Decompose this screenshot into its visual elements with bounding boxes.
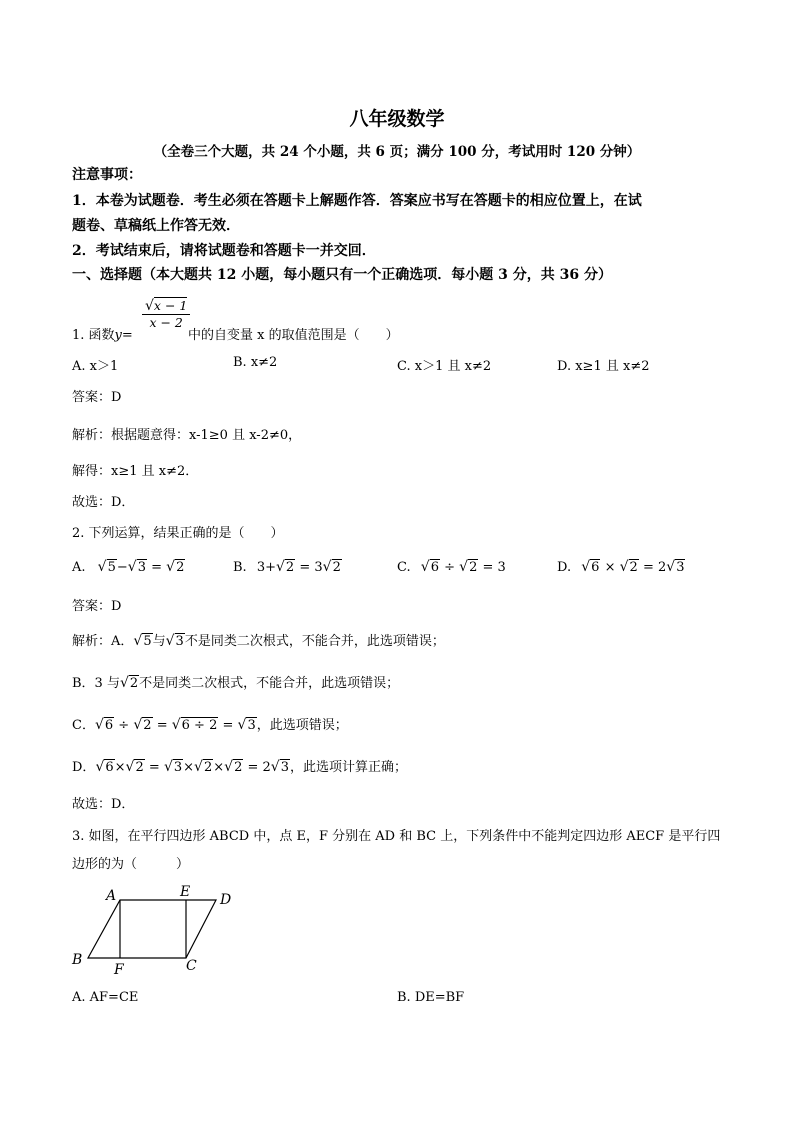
q1-solve: 解得：x≥1 且 x≠2． bbox=[72, 464, 199, 479]
q2-ana-d-root-2: √2 bbox=[125, 759, 144, 775]
q2-ana-a-mid: 与 bbox=[152, 634, 166, 649]
label-d: D bbox=[220, 892, 232, 908]
notes-heading: 注意事项： bbox=[72, 167, 142, 183]
q2-analysis-b bbox=[72, 672, 399, 691]
q1-fraction bbox=[142, 298, 190, 330]
q2-ana-d-root-1: √6 bbox=[95, 759, 114, 775]
q1-prefix bbox=[72, 324, 133, 343]
q2-ana-d-eq2: = 2 bbox=[247, 760, 271, 775]
notes-item-1-line-2: 题卷、草稿纸上作答无效． bbox=[72, 218, 240, 234]
q2-opt-b-term: 3+ bbox=[256, 560, 276, 575]
parallelogram-figure bbox=[60, 880, 250, 980]
q2-option-b bbox=[233, 559, 342, 575]
q2-opt-b-label: B. bbox=[233, 560, 247, 575]
label-f: F bbox=[114, 962, 124, 978]
notes-item-2: 2．考试结束后，请将试题卷和答题卡一并交回． bbox=[72, 243, 376, 259]
q2-ana-c-pre: C． bbox=[72, 718, 95, 733]
q2-ana-a-root-1: √5 bbox=[133, 633, 152, 649]
q1-choose: 故选：D． bbox=[72, 495, 135, 510]
q2-opt-d-eq: = 2 bbox=[642, 560, 667, 575]
q3-option-b: B. DE=BF bbox=[397, 990, 465, 1005]
label-b: B bbox=[72, 952, 83, 968]
page-subtitle: （全卷三个大题，共 24 个小题，共 6 页；满分 100 分，考试用时 120 分钟） bbox=[153, 144, 641, 160]
section-heading: 一、选择题（本大题共 12 小题，每小题只有一个正确选项．每小题 3 分，共 36 分） bbox=[72, 267, 612, 283]
q1-analysis: 解析：根据题意得：x-1≥0 且 x-2≠0， bbox=[72, 428, 302, 443]
q2-stem: 2. 下列运算，结果正确的是（ ） bbox=[72, 526, 284, 541]
q2-opt-a-root-1: √5 bbox=[97, 559, 116, 575]
q2-ana-c-root-2: √2 bbox=[133, 717, 152, 733]
q2-ana-d-op2: × bbox=[183, 760, 195, 775]
q2-ana-c-root-4: √3 bbox=[237, 717, 256, 733]
q3-stem-line-1: 3. 如图，在平行四边形 ABCD 中，点 E，F 分别在 AD 和 BC 上，下列条件中不能判定四边形 AECF 是平行四 bbox=[72, 829, 721, 844]
q2-analysis-d bbox=[72, 756, 407, 775]
q2-ana-c-root-1: √6 bbox=[94, 717, 114, 733]
notes-item-1-line-1: 1．本卷为试题卷．考生必须在答题卡上解题作答．答案应书写在答题卡的相应位置上，在试 bbox=[72, 193, 642, 209]
q2-opt-c-eq: = 3 bbox=[482, 560, 506, 575]
q2-opt-b-eq: = 3 bbox=[299, 560, 323, 575]
q3-option-a: A. AF=CE bbox=[72, 990, 139, 1005]
q2-ana-d-root-6: √3 bbox=[270, 759, 289, 775]
q2-analysis-a bbox=[72, 630, 445, 649]
q1-eq: = bbox=[121, 328, 133, 343]
q1-frac-numerator: √x − 1 bbox=[145, 298, 188, 314]
page-title: 八年级数学 bbox=[349, 108, 445, 130]
q2-ana-d-op: × bbox=[114, 760, 126, 775]
q2-opt-d-root-1: √6 bbox=[581, 559, 600, 575]
q2-ana-c-eq: = bbox=[156, 718, 168, 733]
q2-opt-d-root-3: √3 bbox=[666, 559, 685, 575]
q2-opt-c-op: ÷ bbox=[444, 560, 456, 575]
label-c: C bbox=[186, 958, 197, 974]
q1-answer: 答案：D bbox=[72, 390, 122, 405]
q2-opt-b-root-2: √2 bbox=[322, 559, 341, 575]
q2-option-c bbox=[397, 559, 506, 575]
q2-opt-a-root-3: √2 bbox=[166, 559, 185, 575]
q2-ana-b-pre: B．3 与 bbox=[72, 676, 120, 691]
q3-stem-line-2: 边形的为（ ） bbox=[72, 857, 190, 872]
q1-option-a: A. x＞1 bbox=[72, 359, 119, 374]
q1-var: y bbox=[114, 328, 122, 343]
q2-ana-a-root-2: √3 bbox=[165, 633, 184, 649]
q2-answer: 答案：D bbox=[72, 599, 122, 614]
q2-ana-c-eq2: = bbox=[222, 718, 234, 733]
q2-opt-c-root-2: √2 bbox=[459, 559, 478, 575]
q2-ana-a-post: 不是同类二次根式，不能合并，此选项错误； bbox=[184, 634, 445, 649]
q2-ana-d-eq: = bbox=[148, 760, 160, 775]
parallelogram-abcd bbox=[88, 900, 216, 958]
q2-ana-c-op: ÷ bbox=[118, 718, 130, 733]
q2-ana-c-root-3: √6 ÷ 2 bbox=[171, 717, 218, 733]
q2-ana-b-root-1: √2 bbox=[119, 675, 139, 691]
label-e: E bbox=[180, 884, 191, 900]
q2-ana-d-post: ，此选项计算正确； bbox=[290, 760, 408, 775]
q2-ana-d-pre: D． bbox=[72, 760, 96, 775]
q2-opt-a-label: A. bbox=[72, 560, 86, 575]
q2-option-a bbox=[72, 559, 185, 575]
q2-opt-d-op: × bbox=[604, 560, 616, 575]
q2-ana-a-pre: 解析：A． bbox=[72, 634, 134, 649]
q1-option-d: D. x≥1 且 x≠2 bbox=[557, 359, 650, 374]
q1-frac-num-text: x − 1 bbox=[153, 298, 188, 313]
q2-opt-c-label: C. bbox=[397, 560, 411, 575]
q1-option-c: C. x＞1 且 x≠2 bbox=[397, 359, 492, 374]
q1-frac-denominator: x − 2 bbox=[149, 315, 183, 330]
q1-option-b: B. x≠2 bbox=[233, 355, 278, 370]
q2-analysis-c bbox=[72, 714, 348, 733]
q2-choose: 故选：D． bbox=[72, 797, 135, 812]
q2-ana-d-root-5: √2 bbox=[224, 759, 243, 775]
q2-opt-d-root-2: √2 bbox=[619, 559, 638, 575]
q1-prefix-text: 1. 函数 bbox=[72, 328, 115, 343]
q2-opt-c-root-1: √6 bbox=[420, 559, 439, 575]
q2-opt-d-label: D. bbox=[557, 560, 572, 575]
q2-ana-d-root-3: √3 bbox=[163, 759, 183, 775]
q2-ana-b-post: 不是同类二次根式，不能合并，此选项错误； bbox=[139, 676, 400, 691]
q2-opt-a-eq: = bbox=[151, 560, 163, 575]
q2-opt-a-op: − bbox=[116, 560, 128, 575]
q1-suffix: 中的自变量 x 的取值范围是（ ） bbox=[188, 328, 399, 343]
q2-opt-b-root-1: √2 bbox=[276, 559, 295, 575]
q2-ana-c-post: ，此选项错误； bbox=[256, 718, 348, 733]
q2-ana-d-root-4: √2 bbox=[194, 759, 213, 775]
q2-opt-a-root-2: √3 bbox=[127, 559, 146, 575]
q2-option-d bbox=[557, 559, 685, 575]
label-a: A bbox=[106, 888, 117, 904]
q2-ana-d-op3: × bbox=[213, 760, 225, 775]
